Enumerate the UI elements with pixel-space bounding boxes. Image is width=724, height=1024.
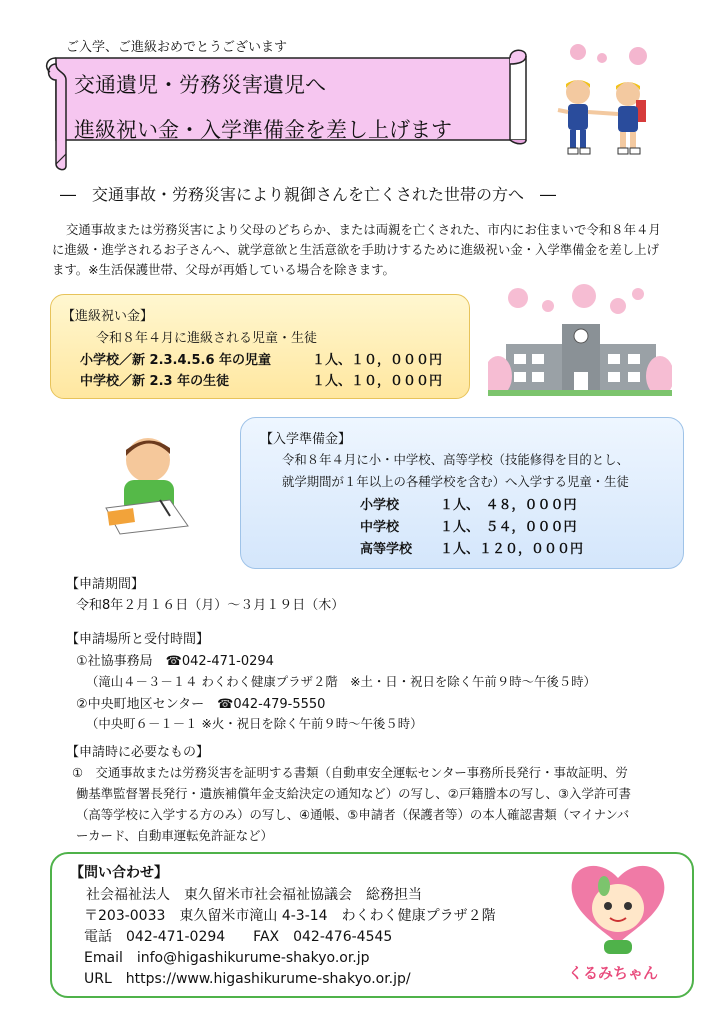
banner-title-line1: 交通遺児・労務災害遺児へ (74, 73, 326, 97)
intro-line: 交通事故または労務災害により父母のどちらか、または両親を亡くされた、市内にお住まいで令和８年４月 (66, 222, 661, 237)
contact-email[interactable]: Email info@higashikurume-shakyo.or.jp (84, 950, 370, 966)
period-heading: 【申請期間】 (66, 577, 145, 592)
docs-line: ーカード、自動車運転免許証など） (76, 828, 273, 843)
office1-name: ①社協事務局 ☎042-471-0294 (76, 654, 274, 669)
place-heading: 【申請場所と受付時間】 (66, 632, 210, 647)
shinkyu-elementary-label: 小学校／新 2.3.4.5.6 年の児童 (80, 353, 272, 368)
studying-child-illustration (100, 430, 200, 540)
nyugaku-junior-label: 中学校 (360, 520, 400, 535)
banner-title-line2: 進級祝い金・入学準備金を差し上げます (74, 118, 452, 142)
shinkyu-heading: 【進級祝い金】 (62, 309, 154, 324)
nyugaku-high-label: 高等学校 (360, 542, 413, 557)
nyugaku-elementary-amount: １人、 ４８，０００円 (440, 498, 577, 513)
children-illustration (538, 40, 668, 166)
shinkyu-junior-label: 中学校／新 2.3 年の生徒 (80, 374, 230, 389)
nyugaku-junior-amount: １人、 ５４，０００円 (440, 520, 577, 535)
office2-detail: （中央町６－１－１ ※火・祝日を除く午前９時～午後５時） (86, 716, 423, 731)
office1-detail: （滝山４－３－１４ わくわく健康プラザ２階 ※土・日・祝日を除く午前９時～午後５時） (86, 674, 596, 689)
greeting-text: ご入学、ご進級おめでとうございます (66, 40, 288, 55)
contact-phone: 電話 042-471-0294 FAX 042-476-4545 (84, 929, 393, 945)
mascot-name: くるみちゃん (568, 964, 659, 982)
shinkyu-junior-amount: １人、１０，０００円 (312, 374, 443, 389)
nyugaku-target-line1: 令和８年４月に小・中学校、高等学校（技能修得を目的とし、 (282, 452, 629, 467)
docs-line: ① 交通事故または労務災害を証明する書類（自動車安全運転センター事務所長発行・事故証明、労 (72, 765, 628, 780)
school-illustration (488, 284, 672, 400)
docs-line: 働基準監督署長発行・遺族補償年金支給決定の通知など）の写し、②戸籍謄本の写し、③入学許可書 (76, 786, 632, 801)
nyugaku-high-amount: １人、１２０，０００円 (440, 542, 584, 557)
contact-address: 〒203-0033 東久留米市滝山 4-3-14 わくわく健康プラザ２階 (84, 908, 496, 924)
shinkyu-target: 令和８年４月に進級される児童・生徒 (96, 331, 318, 346)
contact-url[interactable]: URL https://www.higashikurume-shakyo.or.jp/ (84, 971, 411, 987)
nyugaku-elementary-label: 小学校 (360, 498, 400, 513)
intro-paragraph (52, 220, 692, 280)
contact-heading: 【問い合わせ】 (70, 865, 168, 881)
docs-line: （高等学校に入学する方のみ）の写し、④通帳、⑤申請者（保護者等）の本人確認書類（マイナンバ (76, 807, 630, 822)
mascot-kurumi-illustration (568, 858, 668, 962)
period-value: 令和8年２月１６日（月）～３月１９日（木） (76, 598, 345, 613)
intro-line: に進級・進学されるお子さんへ、就学意欲と生活意欲を手助けするために進級祝い金・入学準備金を差し上げ (52, 242, 659, 257)
target-subtitle: ― 交通事故・労務災害により親御さんを亡くされた世帯の方へ ― (60, 185, 557, 204)
nyugaku-target-line2: 就学期間が１年以上の各種学校を含む）へ入学する児童・生徒 (282, 474, 629, 489)
nyugaku-heading: 【入学準備金】 (260, 432, 352, 447)
office2-name: ②中央町地区センター ☎042-479-5550 (76, 697, 326, 712)
shinkyu-elementary-amount: １人、１０，０００円 (312, 353, 443, 368)
contact-org: 社会福祉法人 東久留米市社会福祉協議会 総務担当 (86, 887, 422, 903)
intro-line: ます。※生活保護世帯、父母が再婚している場合を除きます。 (52, 262, 395, 277)
title-banner (40, 44, 530, 174)
docs-heading: 【申請時に必要なもの】 (66, 745, 210, 760)
